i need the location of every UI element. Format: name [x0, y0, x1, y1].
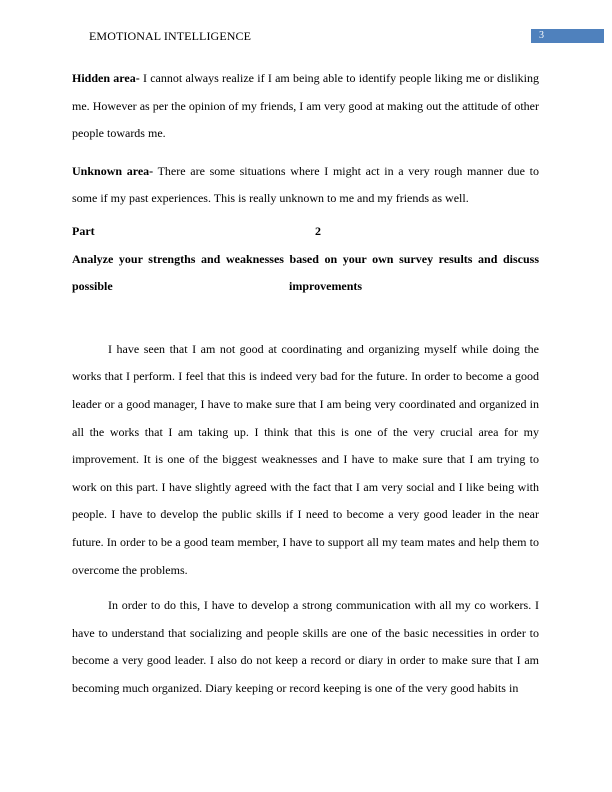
body-paragraph-1: I have seen that I am not good at coordinating and organizing myself while doing the works that I perform. I feel that this is indeed very bad for the future. In order to become a good leader or a good manager, I have to make sure that I am being very coordinated and organized in all the works that I am taking up. I think that this is one of the very crucial area for my improvement. It is one of the biggest weaknesses and I have to make sure that I am trying to work on this part. I have slightly agreed with the fact that I am very social and I like being with people. I have to develop the public skills if I need to become a very good leader in the near future. In order to be a good team member, I have to support all my team mates and help them to overcome the problems.: [72, 341, 539, 577]
section-heading-line2: [72, 273, 539, 301]
section-heading-line1: Analyze your strengths and weaknesses based on your own survey results and discuss: [72, 251, 539, 266]
part-word: Part: [72, 223, 95, 238]
section-heading-improvements: improvements: [289, 279, 363, 294]
part-number: 2: [315, 223, 321, 238]
hidden-area-paragraph: [72, 65, 539, 148]
section-heading-possible: possible: [72, 279, 113, 294]
document-body: [72, 65, 539, 702]
part-heading: [72, 218, 539, 246]
page-number-badge: 3: [531, 29, 604, 43]
unknown-area-text: There are some situations where I might act in a very rough manner due to some if my past experiences. This is really unknown to me and my friends as well.: [72, 163, 539, 206]
running-header-title: EMOTIONAL INTELLIGENCE: [89, 29, 252, 43]
body-paragraph-2: In order to do this, I have to develop a strong communication with all my co workers. I have to understand that socializing and people skills are one of the basic necessities in order to become a very good leader. I also do not keep a record or diary in order to make sure that I am becoming much organized. Diary keeping or record keeping is one of the very good habits in: [72, 598, 539, 695]
hidden-area-text: I cannot always realize if I am being able to identify people liking me or disliking me. However as per the opinion of my friends, I am very good at making out the attitude of other people towards me.: [72, 71, 539, 141]
hidden-area-term: Hidden area-: [72, 71, 140, 85]
unknown-area-paragraph: [72, 158, 539, 213]
unknown-area-term: Unknown area-: [72, 163, 154, 178]
